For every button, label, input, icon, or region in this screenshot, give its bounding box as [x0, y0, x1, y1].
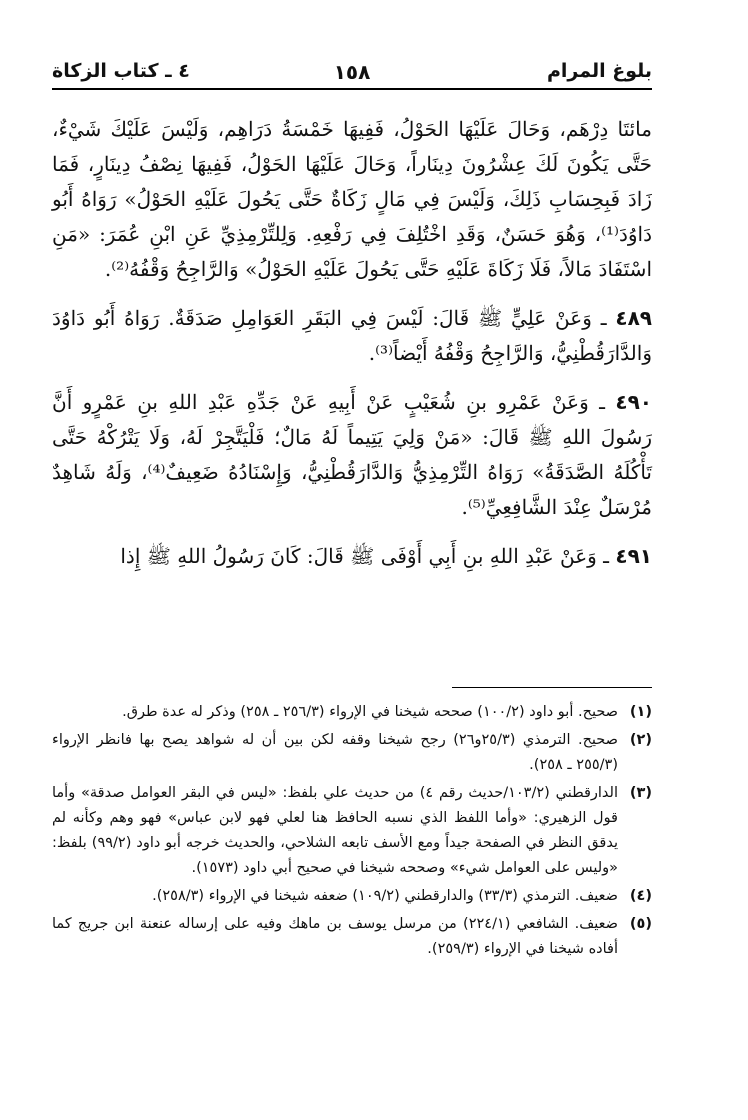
chapter-title: ٤ ـ كتاب الزكاة: [52, 60, 190, 82]
footnote: [52, 700, 652, 725]
paragraph-continuation: مائتَا دِرْهَم، وَحَالَ عَلَيْهَا الحَوْلُ، فَفِيهَا خَمْسَةُ دَرَاهِم، وَلَيْسَ عَلَيْكَ شَيْءٌ، حَتَّى يَكُونَ لَكَ عِشْرُونَ دِينَاراً، وَحَالَ عَلَيْهَا الحَوْلُ، فَفِيهَا نِصْفُ دِينَارٍ، فَمَا زَادَ فَبِحِسَابِ ذَلِكَ، وَلَيْسَ فِي مَالٍ زَكَاةٌ حَتَّى يَحُولَ عَلَيْهِ الحَوْلُ» رَوَاهُ أَبُو دَاوُدَ⁽¹⁾، وَهُوَ حَسَنٌ، وَقَدِ اخْتُلِفَ فِي رَفْعِهِ. وَلِلتِّرْمِذِيِّ عَنِ ابْنِ عُمَرَ: «مَنِ اسْتَفَادَ مَالاً، فَلَا زَكَاةَ عَلَيْهِ حَتَّى يَحُولَ عَلَيْهِ الحَوْلُ» وَالرَّاجِحُ وَقْفُهُ⁽²⁾.: [52, 117, 652, 281]
page-number: ١٥٨: [333, 60, 371, 84]
footnote: [52, 912, 652, 962]
main-text: [52, 112, 652, 574]
book-title: بلوغ المرام: [546, 60, 652, 82]
footnote-rule: [452, 687, 652, 688]
footnote-number: (١): [629, 704, 652, 720]
hadith-number: ٤٩٠: [615, 390, 652, 414]
hadith-number: ٤٨٩: [615, 306, 653, 330]
footnote-text: صحيح. الترمذي (٢٥/٣و٢٦) رجح شيخنا وقفه لكن بين أن له شواهد يصح بها فانظر الإرواء (٢٥٥/٣ ـ ٢٥٨).: [52, 732, 618, 773]
footnote: [52, 781, 652, 881]
header-rule: [52, 88, 652, 90]
footnote-text: صحيح. أبو داود (١٠٠/٢) صححه شيخنا في الإرواء (٢٥٦/٣ ـ ٢٥٨) وذكر له عدة طرق.: [122, 704, 618, 720]
hadith-text: ـ وَعَنْ عَمْرِو بنِ شُعَيْبٍ عَنْ أَبِيهِ عَنْ جَدِّهِ عَبْدِ اللهِ بنِ عَمْرٍو أَنَّ رَسُولَ اللهِ ﷺ قَالَ: «مَنْ وَلِيَ يَتِيماً لَهُ مَالٌ؛ فَلْيَتَّجِرْ لَهُ، وَلَا يَتْرُكْهُ حَتَّى تَأْكُلَهُ الصَّدَقَةُ» رَوَاهُ التِّرْمِذِيُّ وَالدَّارَقُطْنِيُّ، وَإِسْنَادُهُ ضَعِيفٌ⁽⁴⁾، وَلَهُ شَاهِدٌ مُرْسَلٌ عِنْدَ الشَّافِعِيِّ⁽⁵⁾.: [52, 390, 652, 519]
footnote-number: (٢): [629, 732, 652, 748]
hadith-number: ٤٩١: [615, 544, 652, 568]
book-page: [52, 50, 652, 1090]
hadith-text: ـ وَعَنْ عَبْدِ اللهِ بنِ أَبِي أَوْفَى ﷺ قَالَ: كَانَ رَسُولُ اللهِ ﷺ إِذا: [120, 544, 616, 568]
footnote-number: (٤): [629, 888, 652, 904]
page-header: [52, 60, 652, 90]
footnote-number: (٥): [629, 916, 652, 932]
hadith-490: [52, 385, 652, 525]
footnotes: [52, 700, 652, 965]
footnote: [52, 728, 652, 778]
footnote-text: ضعيف. الترمذي (٣٣/٣) والدارقطني (١٠٩/٢) ضعفه شيخنا في الإرواء (٢٥٨/٣).: [152, 888, 618, 904]
footnote-text: الدارقطني (١٠٣/٢/حديث رقم ٤) من حديث علي بلفظ: «ليس في البقر العوامل صدقة» وأما قول الزهيري: «وأما اللفظ الذي نسبه الحافظ هنا لعلي فهو لابن عباس» فهو وهم وكأنه لم يدقق النظر في الصفحة جيداً ومع الأسف تابعه الشلاحي، والحديث خرجه أبو داود (٩٩/٢) بلفظ: «وليس على العوامل شيء» وصححه شيخنا في صحيح أبي داود (١٥٧٣).: [52, 785, 618, 876]
footnote: [52, 884, 652, 909]
hadith-491: [52, 539, 652, 574]
footnote-number: (٣): [629, 785, 652, 801]
hadith-text: ـ وَعَنْ عَلِيٍّ ﷺ قَالَ: لَيْسَ فِي البَقَرِ العَوَامِلِ صَدَقَةٌ. رَوَاهُ أَبُو دَاوُدَ وَالدَّارَقُطْنِيُّ، وَالرَّاجِحُ وَقْفُهُ أَيْضاً⁽³⁾.: [52, 306, 652, 365]
footnote-text: ضعيف. الشافعي (٢٢٤/١) من مرسل يوسف بن ماهك وفيه على إرساله عنعنة ابن جريج كما أفاده شيخنا في الإرواء (٢٥٩/٣).: [52, 916, 618, 957]
hadith-489: [52, 301, 652, 371]
